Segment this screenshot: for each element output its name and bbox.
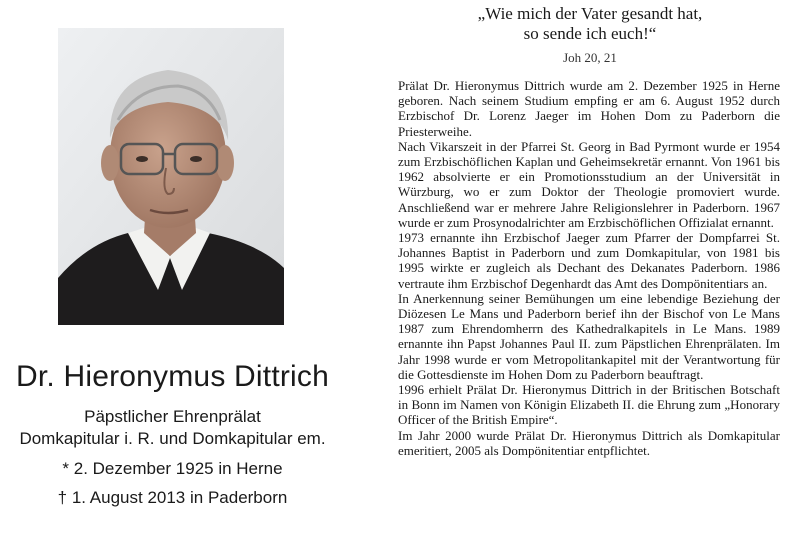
- quote-line-1: „Wie mich der Vater gesandt hat,: [477, 4, 703, 23]
- person-name: Dr. Hieronymus Dittrich: [16, 360, 329, 393]
- biography-paragraph: In Anerkennung seiner Bemühungen um eine lebendige Beziehung der Diözesen Le Mans und Paderborn berief ihn der Bischof von Le Mans 1987 zum Ehrendomherrn des Kathedralkapitels in Le Mans. 1989 ernannte ihn Papst Johannes Paul II. zum Päpstlichen Ehrenprälaten. Im Jahr 1998 wurde er vom Metropolitankapitel mit der Verantwortung für die Gottesdienste im Hohen Dom zu Paderborn beauftragt.: [398, 290, 780, 382]
- portrait-photo: [58, 28, 284, 325]
- portrait-illustration: [58, 28, 284, 325]
- birth-date: * 2. Dezember 1925 in Herne: [62, 459, 283, 478]
- person-title-1: Päpstlicher Ehrenprälat: [84, 407, 261, 426]
- biography-paragraph: 1996 erhielt Prälat Dr. Hieronymus Dittrich in der Britischen Botschaft in Bonn im Namen von Königin Elizabeth II. die Ehrung zum „Honorary Officer of the British Empire“.: [398, 382, 780, 428]
- quote-reference: Joh 20, 21: [563, 50, 617, 65]
- biography-paragraph: Prälat Dr. Hieronymus Dittrich wurde am 2. Dezember 1925 in Herne geboren. Nach seinem Studium empfing er am 6. August 1952 durch Erzbischof Dr. Lorenz Jaeger im Hohen Dom zu Paderborn die Priesterweihe.: [398, 78, 780, 139]
- biography: [398, 78, 780, 458]
- person-title-2: Domkapitular i. R. und Domkapitular em.: [19, 429, 326, 448]
- biography-paragraph: Im Jahr 2000 wurde Prälat Dr. Hieronymus Dittrich als Domkapitular emeritiert, 2005 als Dompönitentiar entpflichtet.: [398, 427, 780, 458]
- biography-paragraph: 1973 ernannte ihn Erzbischof Jaeger zum Pfarrer der Dompfarrei St. Johannes Baptist in Paderborn und zum Domkapitular, von 1981 bis 1995 wirkte er zugleich als Dechant des Dekanates Paderborn. 1986 vertraute ihm Erzbischof Degenhardt das Amt des Dompönitentiars an.: [398, 230, 780, 291]
- biography-paragraph: Nach Vikarszeit in der Pfarrei St. Georg in Bad Pyrmont wurde er 1954 zum Erzbischöflichen Kaplan und Geheimsekretär ernannt. Von 1961 bis 1962 absolvierte er ein Promotionsstudium an der Universität in Würzburg, wo er zum Doktor der Theologie promoviert wurde. Anschließend war er mehrere Jahre Religionslehrer in Paderborn. 1967 wurde er zum Prosynodalrichter am Erzbischöflichen Offizialat ernannt.: [398, 138, 780, 230]
- quote-line-2: so sende ich euch!“: [523, 24, 657, 43]
- death-date: † 1. August 2013 in Paderborn: [57, 488, 288, 507]
